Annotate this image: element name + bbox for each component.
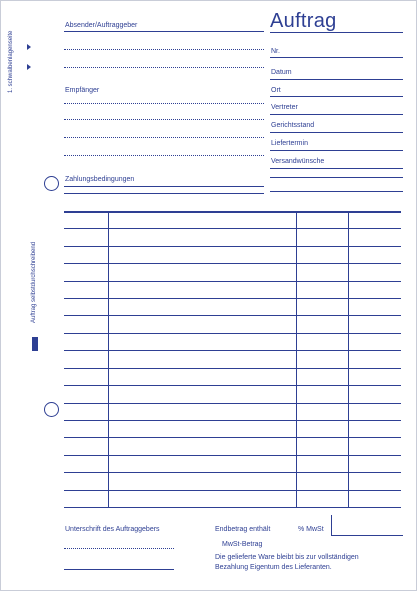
vat-amount-label: MwSt-Betrag [222,541,263,548]
field-jurisdiction-line[interactable] [270,132,403,133]
retention-notice-line-1: Die gelieferte Ware bleibt bis zur vollständigen [215,554,359,561]
vat-percent-label: % MwSt [298,526,324,533]
table-row-line [64,315,401,316]
table-row-line [64,281,401,282]
punch-hole-top [44,176,59,191]
table-row-line [64,368,401,369]
table-row-line [64,333,401,334]
sender-line-1[interactable] [64,49,264,50]
table-row-line [64,385,401,386]
table-row-line [64,403,401,404]
title-underline [270,32,403,33]
table-row-line [64,350,401,351]
recipient-line-3[interactable] [64,137,264,138]
side-text-top: 1. schwalbenlagenseite [8,30,14,93]
table-row-line [64,490,401,491]
recipient-label: Empfänger [65,87,100,94]
recipient-line-4[interactable] [64,155,264,156]
field-jurisdiction-label: Gerichtsstand [271,122,315,129]
items-table[interactable] [64,211,401,507]
table-col-divider-3 [348,211,349,507]
field-place-line[interactable] [270,96,403,97]
retention-notice-line-2: Bezahlung Eigentum des Lieferanten. [215,564,332,571]
table-col-divider-2 [296,211,297,507]
recipient-line-1[interactable] [64,103,264,104]
field-shipping-line[interactable] [270,168,403,169]
field-shipping-label: Versandwünsche [271,158,325,165]
fold-mark-bottom [27,64,31,70]
recipient-line-2[interactable] [64,119,264,120]
field-date-line[interactable] [270,79,403,80]
field-number-label: Nr. [271,48,280,55]
table-row-line [64,420,401,421]
side-text-middle: Auftrag selbstdurchschreibend [31,241,37,323]
field-date-label: Datum [271,69,292,76]
table-col-divider-1 [108,211,109,507]
field-place-label: Ort [271,87,281,94]
total-box-left [331,515,332,535]
field-agent-line[interactable] [270,114,403,115]
page-title: Auftrag [270,10,337,32]
payment-terms-line-1[interactable] [64,186,264,187]
table-row-line [64,455,401,456]
payment-terms-label: Zahlungsbedingungen [65,176,135,183]
punch-hole-bottom [44,402,59,417]
table-row-line [64,228,401,229]
total-label: Endbetrag enthält [215,526,271,533]
signature-line-1[interactable] [64,548,174,549]
payment-terms-line-2[interactable] [64,193,264,194]
fold-mark-top [27,44,31,50]
field-number-line[interactable] [270,57,403,58]
table-row-line [64,298,401,299]
field-extra-line-2[interactable] [270,191,403,192]
field-delivery-date-line[interactable] [270,150,403,151]
table-row-line [64,263,401,264]
signature-line-2[interactable] [64,569,174,570]
table-row-line [64,437,401,438]
sender-label: Absender/Auftraggeber [65,22,138,29]
table-row-line [64,507,401,508]
table-row-line [64,472,401,473]
field-delivery-date-label: Liefertermin [271,140,308,147]
table-top-border [64,211,401,213]
sender-underline [64,31,264,32]
field-extra-line-1[interactable] [270,177,403,178]
sender-line-2[interactable] [64,67,264,68]
signature-label: Unterschrift des Auftraggebers [65,526,160,533]
total-box-bottom [331,535,403,536]
table-row-line [64,246,401,247]
brand-logo [32,337,38,351]
field-agent-label: Vertreter [271,104,298,111]
